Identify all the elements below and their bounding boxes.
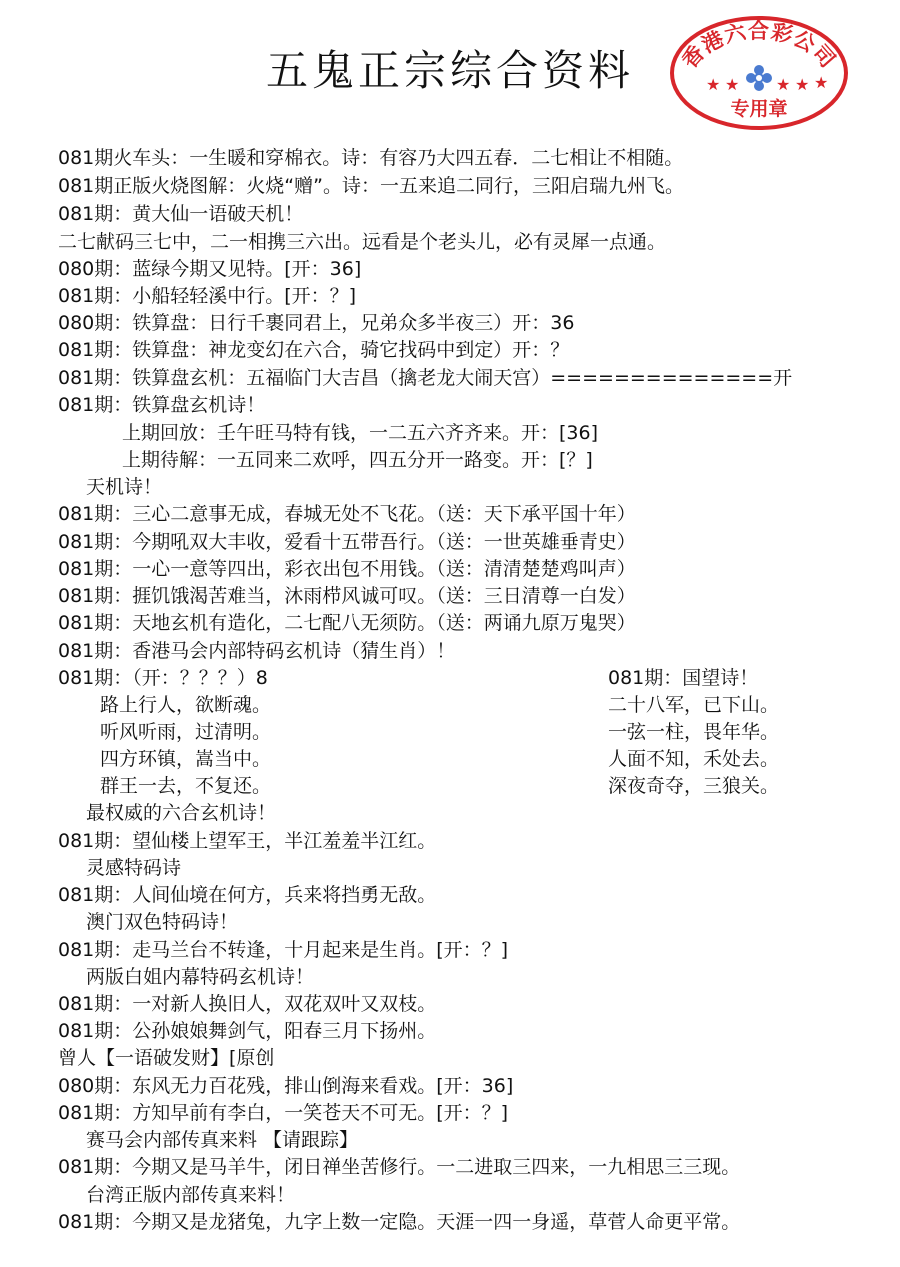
- company-seal: [668, 14, 850, 132]
- section-heading: 天机诗！: [86, 476, 163, 498]
- section-heading: 台湾正版内部传真来料！: [86, 1184, 296, 1206]
- svg-text:★: ★: [725, 75, 740, 94]
- text-line: 081期：今期又是马羊牛，闭日禅坐苦修行。一二进取三四来，一九相思三三现。: [58, 1156, 741, 1178]
- svg-text:★: ★: [706, 75, 721, 94]
- text-line: 081期：铁算盘玄机诗！: [58, 394, 266, 416]
- text-line: 081期：今期又是龙猪兔，九字上数一定隐。天涯一四一身遥，草菅人命更平常。: [58, 1211, 741, 1233]
- text-line: 081期：小船轻轻溪中行。[开：？]: [58, 285, 357, 307]
- section-heading: 最权威的六合玄机诗！: [86, 802, 277, 824]
- section-heading: 两版白姐内幕特码玄机诗！: [86, 966, 315, 988]
- text-line: 081期：铁算盘玄机：五福临门大吉昌（擒老龙大闹天宫）==============开: [58, 367, 793, 389]
- text-line: 二七献码三七中，二一相携三六出。远看是个老头儿，必有灵犀一点通。: [58, 231, 667, 253]
- text-line: 081期：捱饥饿渴苦难当，沐雨栉风诚可叹。（送：三日清尊一白发）: [58, 585, 636, 607]
- text-line: 081期：（开：？？？）8: [58, 667, 268, 689]
- side-poem-line: 人面不知，禾处去。: [608, 748, 780, 770]
- side-poem-line: 一弦一柱，畏年华。: [608, 721, 780, 743]
- flower-icon: [746, 65, 772, 91]
- text-line: 081期：今期吼双大丰收，爱看十五带吾行。（送：一世英雄垂青史）: [58, 531, 636, 553]
- section-heading: 澳门双色特码诗！: [86, 911, 239, 933]
- poem-line: 听风听雨，过清明。: [100, 721, 272, 743]
- side-poem-title: 081期：国望诗！: [608, 667, 759, 689]
- side-poem-line: 深夜奇夺，三狼关。: [608, 775, 780, 797]
- poem-line: 群王一去，不复还。: [100, 775, 272, 797]
- text-line: 080期：东风无力百花残，排山倒海来看戏。[开：36]: [58, 1075, 514, 1097]
- text-line: 081期正版火烧图解：火烧“赠”。诗：一五来追二同行，三阳启瑞九州飞。: [58, 175, 684, 197]
- text-line: 081期：公孙娘娘舞剑气，阳春三月下扬州。: [58, 1020, 437, 1042]
- side-poem-line: 二十八军，已下山。: [608, 694, 780, 716]
- text-line: 081期：香港马会内部特码玄机诗（猜生肖）！: [58, 640, 456, 662]
- section-heading: 灵感特码诗: [86, 857, 182, 879]
- text-line: 081期：一对新人换旧人，双花双叶又双枝。: [58, 993, 437, 1015]
- text-line: 081期：铁算盘：神龙变幻在六合，骑它找码中到定）开：？: [58, 339, 570, 361]
- poem-line: 路上行人，欲断魂。: [100, 694, 272, 716]
- text-line: 081期：一心一意等四出，彩衣出包不用钱。（送：清清楚楚鸡叫声）: [58, 558, 636, 580]
- poem-line: 四方环镇，嵩当中。: [100, 748, 272, 770]
- section-heading: 赛马会内部传真来料 【请跟踪】: [86, 1129, 359, 1151]
- seal-bottom-text: 专用章: [730, 98, 788, 120]
- text-line: 上期回放：壬午旺马特有钱，一二五六齐齐来。开：[36]: [122, 422, 599, 444]
- page-title: 五鬼正宗综合资料: [265, 46, 634, 95]
- text-line: 081期：黄大仙一语破天机！: [58, 203, 304, 225]
- text-line: 081期：人间仙境在何方，兵来将挡勇无敌。: [58, 884, 437, 906]
- text-line: 081期：天地玄机有造化，二七配八无须防。（送：两诵九原万鬼哭）: [58, 612, 636, 634]
- text-line: 081期：方知早前有李白，一笑苍天不可无。[开：？]: [58, 1102, 509, 1124]
- text-line: 081期：三心二意事无成，春城无处不飞花。（送：天下承平国十年）: [58, 503, 636, 525]
- text-line: 080期：铁算盘：日行千裹同君上，兄弟众多半夜三）开：36: [58, 312, 575, 334]
- text-line: 081期：走马兰台不转逢，十月起来是生肖。[开：？]: [58, 939, 509, 961]
- svg-text:★: ★: [795, 75, 810, 94]
- text-line: 上期待解：一五同来二欢呼，四五分开一路变。开：[？]: [122, 449, 593, 471]
- seal-top-text: 香港六合彩公司: [677, 19, 841, 73]
- section-heading: 曾人【一语破发财】[原创: [58, 1047, 275, 1069]
- text-line: 081期：望仙楼上望军王，半江羞羞半江红。: [58, 830, 437, 852]
- text-line: 081期火车头：一生暖和穿棉衣。诗：有容乃大四五春．二七相让不相随。: [58, 147, 684, 169]
- svg-text:★: ★: [776, 75, 791, 94]
- svg-text:★: ★: [814, 73, 829, 92]
- text-line: 080期：蓝绿今期又见特。[开：36]: [58, 258, 362, 280]
